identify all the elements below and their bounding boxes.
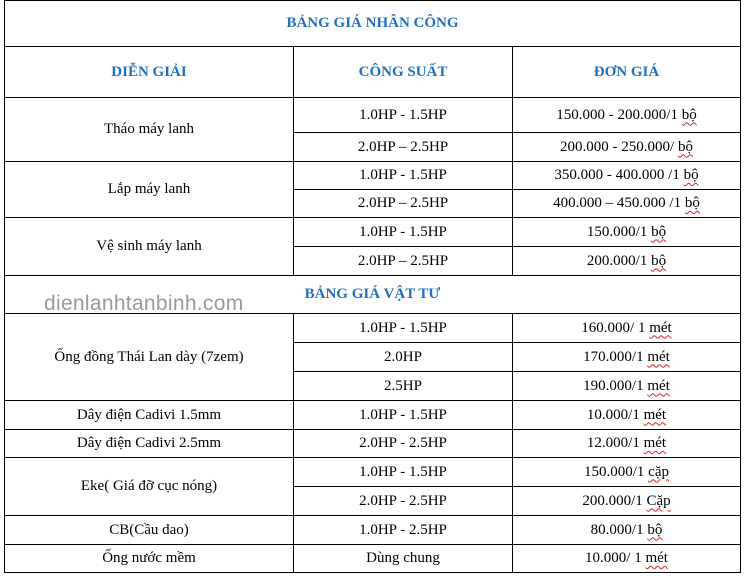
price-amount: 200.000 - 250.000/	[560, 138, 678, 155]
price-cell	[513, 430, 741, 458]
price-amount: 170.000/1	[583, 348, 648, 365]
price-cell	[513, 314, 741, 343]
price-unit: mét	[649, 319, 672, 336]
capacity-cell: 2.0HP – 2.5HP	[294, 133, 513, 162]
item-description: Vệ sinh máy lanh	[5, 218, 294, 276]
table-row	[5, 98, 741, 133]
labor-table-title: BẢNG GIÁ NHÂN CÔNG	[5, 1, 741, 47]
price-amount: 200.000/1	[586, 252, 652, 269]
capacity-cell: 1.0HP - 1.5HP	[294, 314, 513, 343]
price-unit: bộ	[684, 195, 700, 211]
price-amount: 80.000/1	[590, 521, 648, 538]
price-cell	[513, 247, 741, 276]
item-description: Eke( Giá đỡ cục nóng)	[5, 458, 294, 516]
capacity-cell: 2.0HP	[294, 343, 513, 372]
price-amount: 10.000/ 1	[585, 550, 646, 566]
labor-title-row	[5, 1, 741, 47]
price-amount: 150.000/1	[586, 223, 652, 240]
item-description: Lắp máy lanh	[5, 162, 294, 218]
watermark: dienlanhtanbinh.com	[44, 292, 244, 315]
table-row	[5, 401, 741, 430]
price-sheet	[4, 0, 741, 573]
table-row	[5, 516, 741, 545]
table-row	[5, 218, 741, 247]
capacity-cell: 1.0HP - 1.5HP	[294, 458, 513, 487]
capacity-cell: 2.0HP – 2.5HP	[294, 190, 513, 218]
price-cell	[513, 218, 741, 247]
price-amount: 10.000/1	[586, 406, 644, 423]
price-cell	[513, 458, 741, 487]
price-unit: bộ	[651, 223, 667, 240]
capacity-cell: Dùng chung	[294, 545, 513, 573]
table-row	[5, 458, 741, 487]
price-unit: bộ	[677, 138, 693, 155]
table-row	[5, 430, 741, 458]
price-unit: mét	[647, 377, 670, 394]
price-cell	[513, 162, 741, 190]
price-unit: bộ	[647, 521, 663, 538]
price-unit: bộ	[681, 106, 697, 123]
capacity-cell: 1.0HP - 1.5HP	[294, 98, 513, 133]
header-capacity: CÔNG SUẤT	[294, 47, 513, 98]
header-description: DIỄN GIẢI	[5, 47, 294, 98]
header-price: ĐƠN GIÁ	[513, 47, 741, 98]
price-amount: 150.000 - 200.000/1	[556, 106, 682, 123]
item-description: Ống nước mềm	[5, 545, 294, 573]
table-row	[5, 545, 741, 573]
table-row	[5, 162, 741, 190]
price-cell	[513, 343, 741, 372]
capacity-cell: 2.0HP - 2.5HP	[294, 487, 513, 516]
price-amount: 160.000/ 1	[581, 319, 650, 336]
price-unit: bộ	[651, 252, 667, 269]
price-unit: mét	[645, 550, 668, 566]
price-amount: 200.000/1	[582, 492, 647, 509]
price-amount: 350.000 - 400.000 /1	[554, 167, 684, 183]
price-cell	[513, 487, 741, 516]
materials-table-title: BẢNG GIÁ VẬT TƯ	[5, 276, 741, 314]
price-cell	[513, 133, 741, 162]
capacity-cell: 2.0HP - 2.5HP	[294, 430, 513, 458]
item-description: Ống đồng Thái Lan dày (7zem)	[5, 314, 294, 401]
price-amount: 12.000/1	[586, 435, 644, 451]
table-row	[5, 314, 741, 343]
price-unit: Cặp	[646, 492, 671, 509]
item-description: Dây điện Cadivi 2.5mm	[5, 430, 294, 458]
price-unit: mét	[643, 435, 667, 451]
capacity-cell: 1.0HP - 1.5HP	[294, 218, 513, 247]
price-amount: 400.000 – 450.000 /1	[553, 195, 685, 211]
capacity-cell: 1.0HP - 2.5HP	[294, 516, 513, 545]
price-cell	[513, 372, 741, 401]
item-description: Dây điện Cadivi 1.5mm	[5, 401, 294, 430]
price-table	[4, 0, 741, 573]
item-description: Tháo máy lanh	[5, 98, 294, 162]
capacity-cell: 1.0HP - 1.5HP	[294, 401, 513, 430]
price-unit: cặp	[648, 463, 669, 480]
price-cell	[513, 545, 741, 573]
price-unit: mét	[643, 406, 667, 423]
capacity-cell: 2.5HP	[294, 372, 513, 401]
price-amount: 190.000/1	[583, 377, 648, 394]
price-unit: mét	[647, 348, 670, 365]
price-cell	[513, 401, 741, 430]
capacity-cell: 1.0HP - 1.5HP	[294, 162, 513, 190]
price-amount: 150.000/1	[584, 463, 649, 480]
item-description: CB(Cầu dao)	[5, 516, 294, 545]
price-table-body	[5, 1, 741, 573]
price-cell	[513, 516, 741, 545]
price-cell	[513, 98, 741, 133]
price-unit: bộ	[683, 167, 699, 183]
header-row	[5, 47, 741, 98]
price-cell	[513, 190, 741, 218]
capacity-cell: 2.0HP – 2.5HP	[294, 247, 513, 276]
